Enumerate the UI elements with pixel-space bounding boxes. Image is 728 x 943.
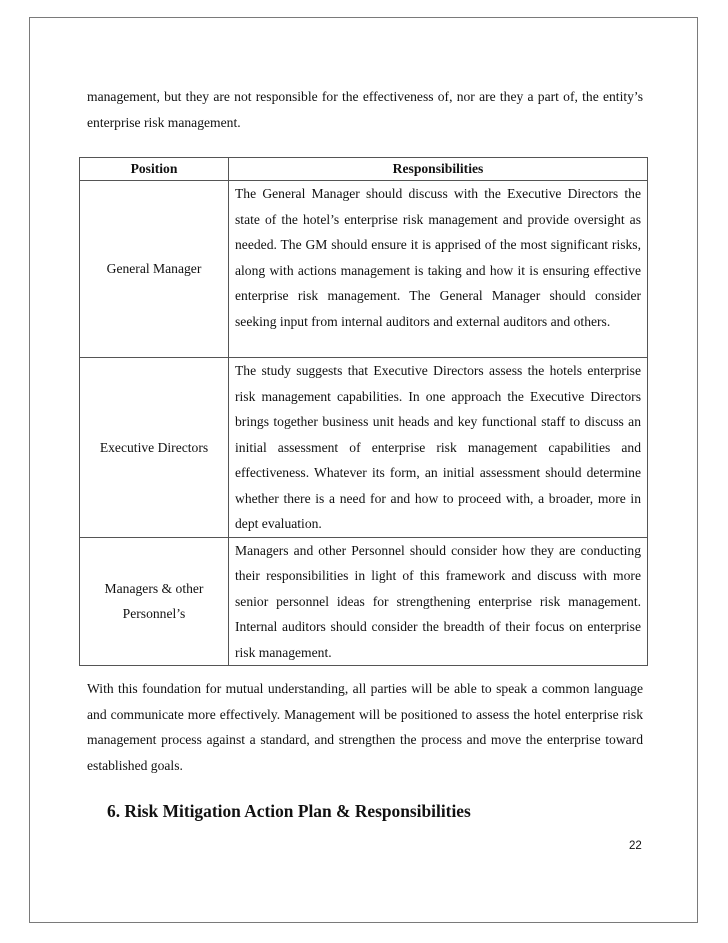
page-number: 22 xyxy=(629,840,642,852)
position-cell: General Manager xyxy=(80,181,229,358)
table-row xyxy=(80,358,648,538)
header-position: Position xyxy=(80,158,229,181)
header-responsibilities: Responsibilities xyxy=(229,158,648,181)
responsibility-cell: The General Manager should discuss with the Executive Directors the state of the hotel’s enterprise risk management and provide oversight as needed. The GM should ensure it is apprised of the most significant risks, along with actions management is taking and how it is ensuring effective enterprise risk management. The General Manager should consider seeking input from internal auditors and external auditors and others. xyxy=(229,181,648,358)
intro-paragraph: management, but they are not responsible for the effectiveness of, nor are they a part of, the entity’s enterprise risk management. xyxy=(87,89,643,130)
table-header-row xyxy=(80,158,648,181)
position-cell: Managers & other Personnel’s xyxy=(80,537,229,666)
position-cell: Executive Directors xyxy=(80,358,229,538)
responsibility-cell: The study suggests that Executive Directors assess the hotels enterprise risk management capabilities. In one approach the Executive Directors brings together business unit heads and key functional staff to discuss an initial assessment of enterprise risk management capabilities and effectiveness. Whatever its form, an initial assessment should determine whether there is a need for and how to proceed with, a broader, more in dept evaluation. xyxy=(229,358,648,538)
responsibility-cell: Managers and other Personnel should consider how they are conducting their responsibilities in light of this framework and discuss with more senior personnel ideas for strengthening enterprise risk management. Internal auditors should consider the breadth of their focus on enterprise risk management. xyxy=(229,537,648,666)
closing-paragraph: With this foundation for mutual understanding, all parties will be able to speak a common language and communicate more effectively. Management will be positioned to assess the hotel enterprise risk management process against a standard, and strengthen the process and move the enterprise toward established goals. xyxy=(87,681,643,773)
table-row xyxy=(80,537,648,666)
responsibilities-table xyxy=(79,157,648,666)
section-heading: 6. Risk Mitigation Action Plan & Responsibilities xyxy=(107,801,471,821)
table-row xyxy=(80,181,648,358)
